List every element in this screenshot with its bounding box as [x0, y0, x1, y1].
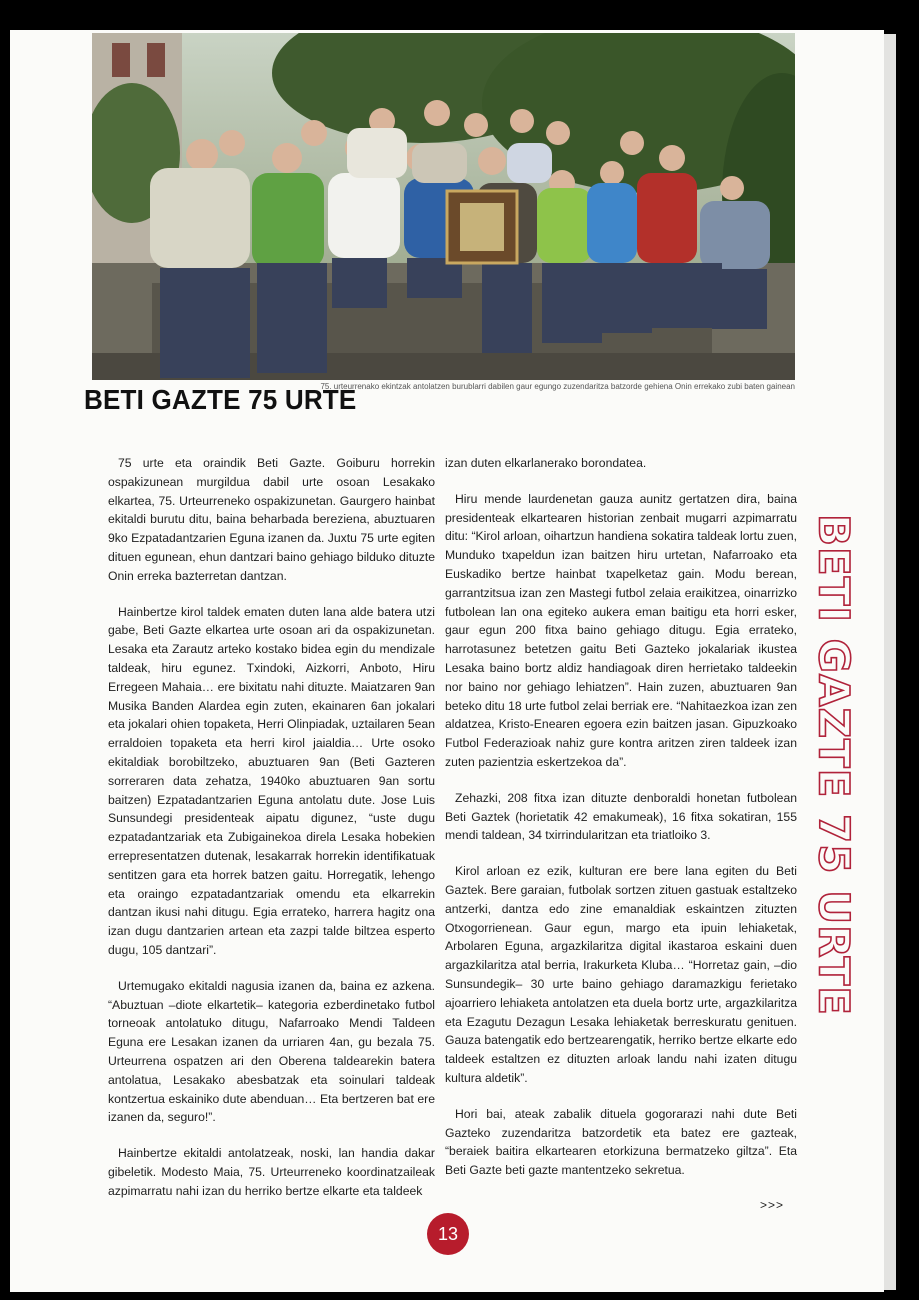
page-number-badge: 13 [427, 1213, 469, 1255]
paragraph: izan duten elkarlanerako borondatea. [445, 456, 647, 470]
article-column-right [445, 454, 797, 1197]
vertical-side-title [804, 514, 864, 1016]
article-title: BETI GAZTE 75 URTE [84, 384, 357, 415]
paragraph: Kirol arloan ez ezik, kulturan ere bere lana egiten du Beti Gaztek. Bere garaian, futbolak sortzen zituen gastuak estaltzeko antzerki, dantza edo zine emanaldiak eskaintzen zituzten Otxogorrienean. Gaur egun, margo eta ipuin lehiaketak, Arbolaren Eguna, argazkilaritza digital ikastaroa eskaini duen argazkilaritza atal berria, Irakurketa Kluba… “Horretaz gain, –dio Sunsundegik– 30 urte baino gehiago daramazkigu ferietako ajoarriero lehiaketa antolatzen eta duela bortz urte, argazkilaritza eta Ezagutu Dezagun Lesaka lehiaketak berreskuratu genituen. Gauza batengatik edo bertzearengatik, herriko bertze elkarte edo taldeek estaltzen ez dituzten arloak landu nahi izaten ditugu kultura aldetik”. [445, 864, 797, 1085]
group-photo-illustration [92, 33, 795, 380]
group-photo [92, 33, 795, 380]
paragraph: 75 urte eta oraindik Beti Gazte. Goiburu horrekin ospakizunean murgildua dabil urte osoan Lesakako elkartea, 75. Urteurreneko ospakizunetan. Gaurgero hainbat ekitaldi burutu ditu, baina beharbada bereziena, abuztuaren 9ko Ezpatadantzarien Eguna izanen da. Juxtu 75 urte egiten dituen egunean, ehun dantzari baino gehiago bilduko dituzte Onin erreka bazterretan dantzan. [108, 456, 435, 583]
paragraph: Zehazki, 208 fitxa izan dituzte denboraldi honetan futbolean Beti Gaztek (horietatik 42 emakumeak), 16 fitxa sokatiran, 155 mendi taldean, 34 txirrindularitzan eta triatloiko 3. [445, 790, 797, 843]
side-title-text: BETI GAZTE 75 URTE [809, 514, 859, 1016]
paragraph: Hori bai, ateak zabalik dituela gogorarazi nahi dute Beti Gazteko zuzendaritza batzordetik eta batez ere gazteak, “beraiek baitira elkartearen etorkizuna bermatzeko giltza”. Eta Beti Gazte beti gazte mantentzeko sekretua. [445, 1106, 797, 1178]
photo-caption: 75. urteurrenako ekintzak antolatzen burublarri dabilen gaur egungo zuzendaritza batzorde gehiena Onin errekako zubi baten gainean [320, 382, 795, 391]
article-column-left [108, 454, 435, 1217]
continue-marker: >>> [760, 1198, 785, 1212]
paragraph: Hainbertze kirol taldek ematen duten lana alde batera utzi gabe, Beti Gazte elkartea urte osoan ari da ospakizunetan. Lesaka eta Zarautz arteko kostako bidea egin du mendizale taldeak, hiru egunez. Txindoki, Aizkorri, Anboto, Hiru Erregeen Mahaia… ere bixitatu nahi dituzte. Maiatzaren 9an Musika Banden Alardea egin zuten, ekainaren 6an jokalari eta jokalari ohien topaketa, Herri Olinpiadak, uztailaren 5ean erraldoien topaketa eta herri kirol jaialdia… Urte osoko ekitaldiak borobiltzeko, abuztuaren 9an (Beti Gazteren sorreraren data zehatza, 1940ko abuztuaren 9an sortu baitzen) Ezpatadantzarien Eguna antolatu dute. Jose Luis Sunsundegi presidenteak aipatu digunez, “uste dugu ezpatadantzariak eta Zubigainekoa direla Lesaka hobekien errepresentatzen dutenak, lesakarrak horrekin identifikatuak sentitzen gara eta horrek batzen gaitu. Horregatik, lehengo eta oraingo ezpatadantzariak omendu eta elkarrekin dantzan ikusi nahi ditugu. Egia errateko, harrera hagitz ona izan dugu dantzarien artean eta zazpi talde biltzea esperto dugu, 105 dantzari”. [108, 604, 435, 957]
page-right-edge [884, 34, 896, 1290]
paragraph: Urtemugako ekitaldi nagusia izanen da, baina ez azkena. “Abuztuan –diote elkartetik– kategoria ezberdinetako futbol torneoak antolatuko ditugu, Nafarroako Mendi Taldeen Eguna ere Lesakan izanen da urriaren 4an, gu bezala 75. Urteurrena ospatzen ari den Oberena taldearekin batera antolatua, Lesakako abesbatzak eta soinulari taldeak kontzertua eskainiko dute abenduan… Eta bertzeren bat ere izanen da, seguro!”. [108, 978, 435, 1125]
paragraph: Hainbertze ekitaldi antolatzeak, noski, lan handia dakar gibeletik. Modesto Maia, 75. Urteurreneko koordinatzaileak azpimarratu nahi izan du herriko bertze elkarte eta taldeek [108, 1146, 435, 1198]
paragraph: Hiru mende laurdenetan gauza aunitz gertatzen dira, baina presidenteak elkartearen historian zenbait mugarri azpimarratu ditu: “Kirol arloan, oihartzun handiena sokatira taldeak lortu zuen, Munduko txapeldun izan baitzen hiru urtetan, Nafarroako eta Euskadiko bertze hainbat txapelketaz gain. Modu berean, garrantzitsua izan zen Mastegi futbol zelaia eraikitzea, oinarrizko futbolean lan ona egiteko aukera eman baitigu eta horri esker, gaur egun 200 fitxa baino gehiago ditugu. Egia errateko, harrotasunez betetzen gaitu Beti Gazteko jokalariak ikustea Lesaka baino bortz aldiz handiagoak diren herrietako taldeekin nor baino nor gehiago lehiatzen”. Hain zuzen, abuztuaren 9an beteko ditu 18 urte futbol zelai berriak ere. “Nahitaezkoa izan zen aldatzea, Kristo-Enearen egoera ezin baitzen jasan. Gipuzkoako Futbol Federazioak nahiz gure kontra aritzen ziren taldeek izan zuten pazientzia eskertzekoa da”. [445, 491, 797, 769]
